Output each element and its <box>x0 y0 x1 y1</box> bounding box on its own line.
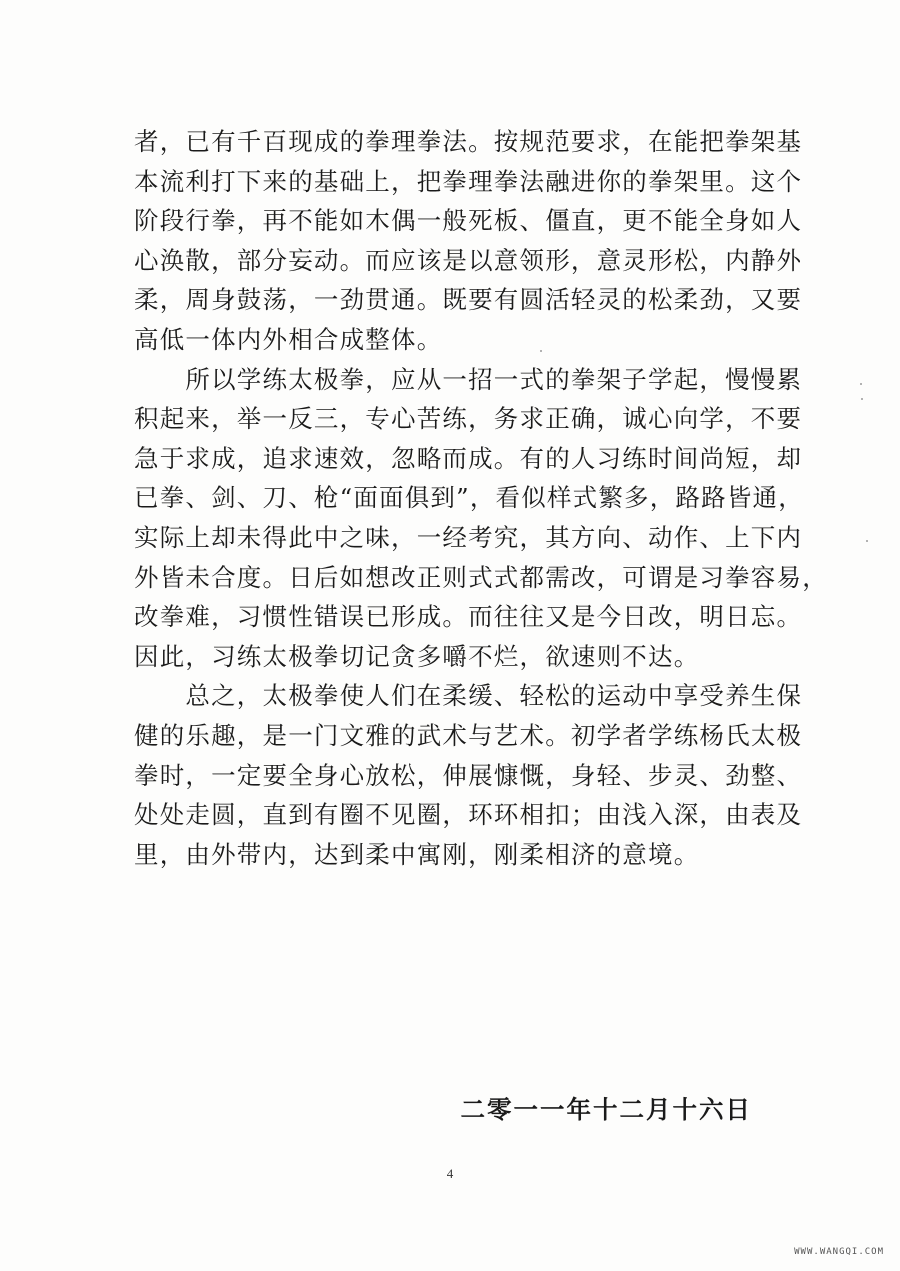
text-line-12: 外皆未合度。日后如想改正则式式都需改，可谓是习拳容易， <box>134 562 828 592</box>
scan-speck <box>540 350 542 352</box>
date-signature: 二零一一年十二月十六日 <box>460 1095 752 1124</box>
site-watermark: WWW.WANGQI.COM <box>794 1247 884 1257</box>
page-number: 4 <box>446 1166 454 1181</box>
text-line-4: 心涣散，部分妄动。而应该是以意领形，意灵形松，内静外 <box>134 245 803 275</box>
text-line-8: 积起来，举一反三，专心苦练，务求正确，诚心向学，不要 <box>134 404 803 434</box>
text-line-2: 本流利打下来的基础上，把拳理拳法融进你的拳架里。这个 <box>134 166 803 196</box>
text-line-16: 健的乐趣，是一门文雅的武术与艺术。初学者学练杨氏太极 <box>134 720 803 750</box>
text-line-17: 拳时，一定要全身心放松，伸展慷慨，身轻、步灵、劲整、 <box>134 760 803 790</box>
text-line-3: 阶段行拳，再不能如木偶一般死板、僵直，更不能全身如人 <box>134 206 803 236</box>
text-line-13: 改拳难，习惯性错误已形成。而往往又是今日改，明日忘。 <box>134 602 803 632</box>
text-line-7: 所以学练太极拳，应从一招一式的拳架子学起，慢慢累 <box>134 364 803 394</box>
text-line-5: 柔，周身鼓荡，一劲贯通。既要有圆活轻灵的松柔劲，又要 <box>134 285 803 315</box>
body-text <box>134 122 828 874</box>
scan-speck <box>860 383 862 385</box>
scan-speck <box>866 540 868 542</box>
text-line-19: 里，由外带内，达到柔中寓刚，刚柔相济的意境。 <box>134 839 700 869</box>
text-line-10: 已拳、剑、刀、枪“面面俱到”，看似样式繁多，路路皆通， <box>134 483 804 513</box>
text-line-14: 因此，习练太极拳切记贪多嚼不烂，欲速则不达。 <box>134 641 700 671</box>
scan-speck <box>861 398 863 400</box>
text-line-9: 急于求成，追求速效，忽略而成。有的人习练时间尚短，却 <box>134 443 803 473</box>
text-line-6: 高低一体内外相合成整体。 <box>134 324 443 354</box>
text-line-11: 实际上却未得此中之味，一经考究，其方向、动作、上下内 <box>134 522 803 552</box>
text-line-1: 者，已有千百现成的拳理拳法。按规范要求，在能把拳架基 <box>134 127 803 156</box>
text-line-15: 总之，太极拳使人们在柔缓、轻松的运动中享受养生保 <box>134 681 803 711</box>
text-line-18: 处处走圆，直到有圈不见圈，环环相扣；由浅入深，由表及 <box>134 800 803 830</box>
